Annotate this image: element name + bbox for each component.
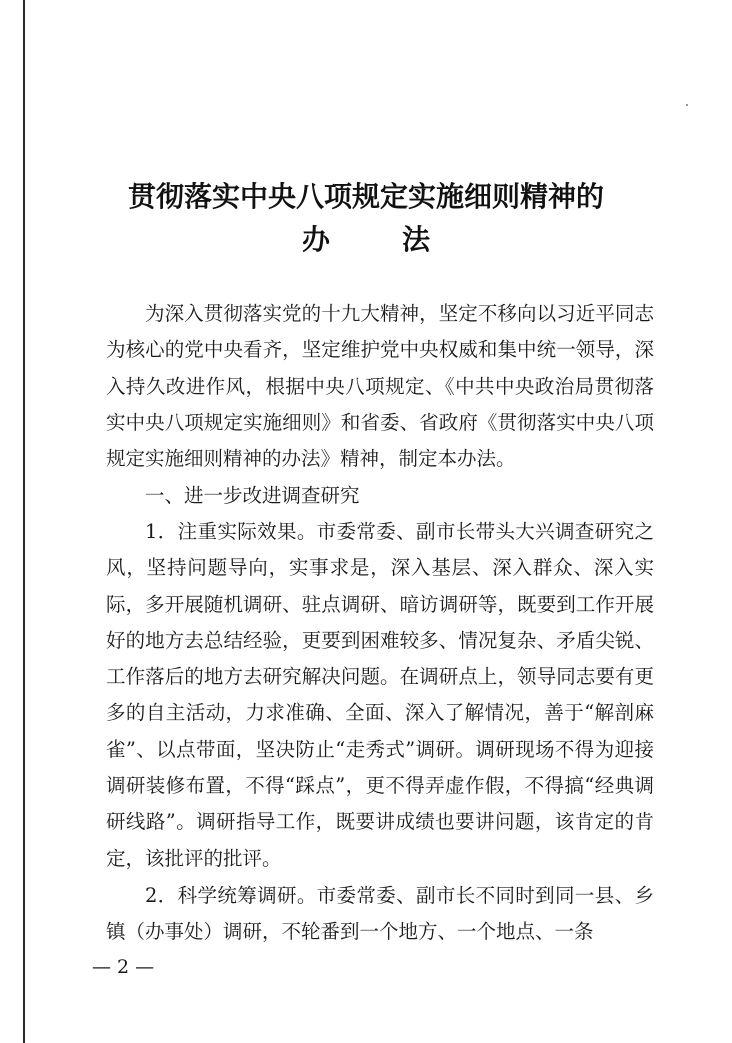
page-number: — 2 — <box>92 956 155 978</box>
document-title-line-1: 贯彻落实中央八项规定实施细则精神的 <box>127 180 604 213</box>
intro-paragraph: 为深入贯彻落实党的十九大精神，坚定不移向以习近平同志为核心的党中央看齐，坚定维护党中央权威和集中统一领导，深入持久改进作风，根据中央八项规定、《中共中央政治局贯彻落实中央八项规定实施细则》和省委、省政府《贯彻落实中央八项规定实施细则精神的办法》精神，制定本办法。 <box>106 302 654 471</box>
item-1-text: 注重实际效果。市委常委、副市长带头大兴调查研究之风，坚持问题导向，实事求是，深入基层、深入群众、深入实际，多开展随机调研、驻点调研、暗访调研等，既要到工作开展好的地方去总结经验，更要到困难较多、情况复杂、矛盾尖锐、工作落后的地方去研究解决问题。在调研点上，领导同志要有更多的自主活动，力求准确、全面、深入了解情况，善于“解剖麻雀”、以点带面，坚决防止“走秀式”调研。调研现场不得为迎接调研装修布置，不得“踩点”，更不得弄虚作假，不得搞“经典调研线路”。调研指导工作，既要讲成绩也要讲问题，该肯定的肯定，该批评的批评。 <box>106 520 654 870</box>
item-2-number: 2． <box>145 884 178 907</box>
item-2-paragraph <box>106 878 654 951</box>
item-2-text: 科学统筹调研。市委常委、副市长不同时到同一县、乡镇（办事处）调研，不轮番到一个地方、一个地点、一条 <box>106 884 654 944</box>
item-1-number: 1． <box>145 520 178 543</box>
section-heading: 一、进一步改进调查研究 <box>145 484 360 507</box>
scan-speck <box>686 104 688 106</box>
page-binding-edge-line <box>23 0 25 1043</box>
document-title-line-2: 办法 <box>301 223 502 256</box>
item-1-paragraph <box>106 514 654 877</box>
